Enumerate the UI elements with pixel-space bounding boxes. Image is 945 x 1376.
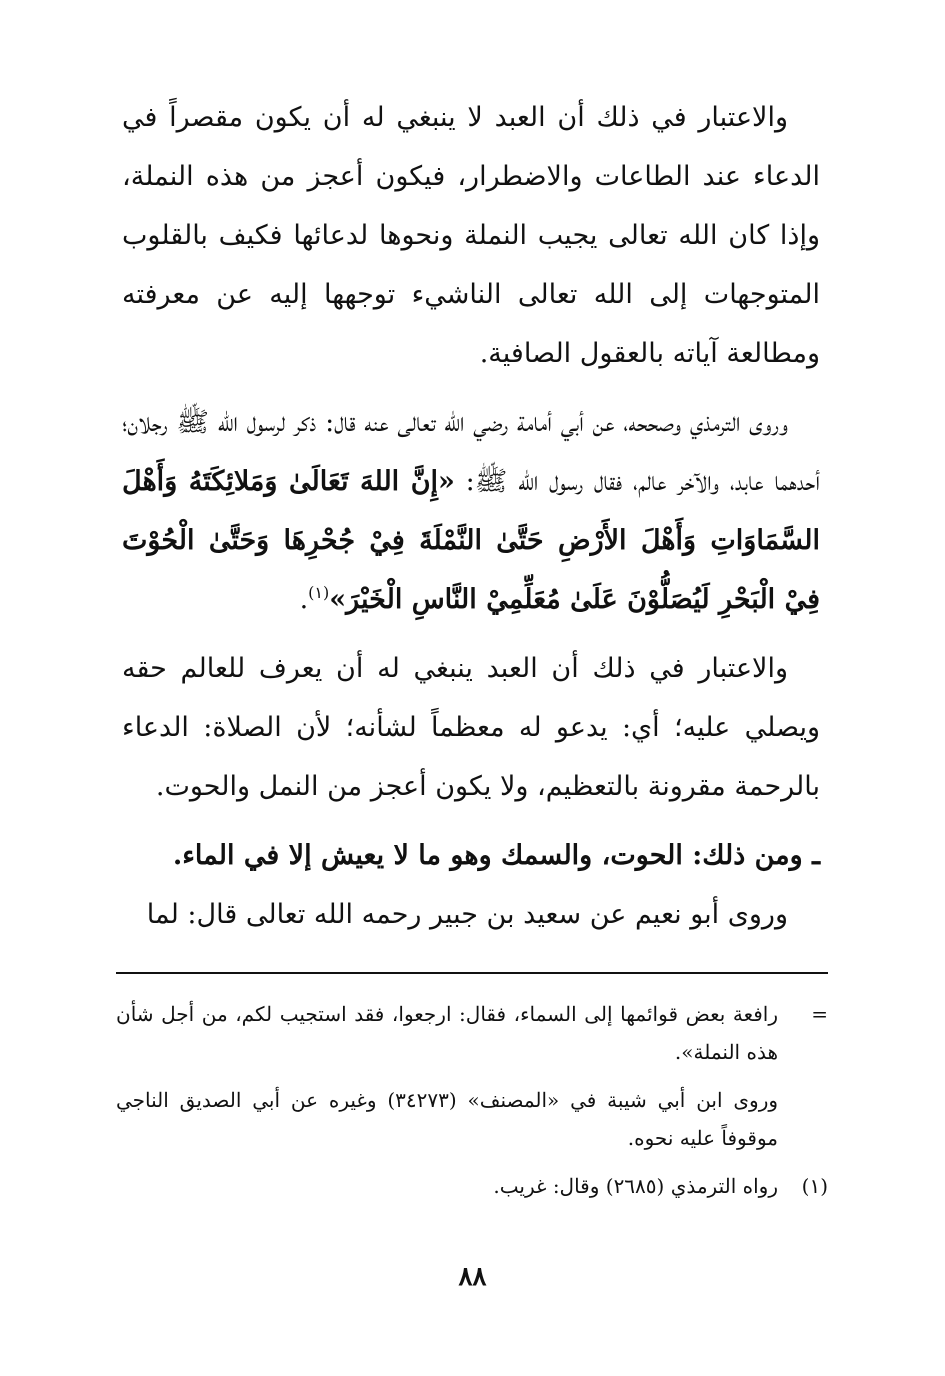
footnote-1 (116, 1167, 828, 1205)
paragraph-2-intro: وروى الترمذي وصححه، عن أبي أمامة رضي الله تعالى عنه قال: ذكر لرسول الله ﷺ رجلان؛ أحدهما عابد، والآخر عالم، فقال رسول الله ﷺ: (122, 407, 820, 497)
paragraph-4: وروى أبو نعيم عن سعيد بن جبير رحمه الله تعالى قال: لما (146, 899, 788, 930)
footnote-continuation-2 (116, 1081, 828, 1157)
page-number: ٨٨ (458, 1262, 487, 1292)
hadith-quote: «إِنَّ اللهَ تَعَالَىٰ وَمَلائِكَتَهُ وَأَهْلَ السَّمَاوَاتِ وَأَهْلَ الأَرْضِ حَتَّىٰ النَّمْلَةَ فِيْ جُحْرِهَا وَحَتَّىٰ الْحُوْتَ فِيْ الْبَحْرِ لَيُصَلُّوْنَ عَلَىٰ مُعَلِّمِيْ النَّاسِ الْخَيْرَ» (122, 466, 820, 615)
footnote-1-marker: (١) (801, 1174, 828, 1198)
footnote-continuation (116, 995, 828, 1071)
footnote-continuation-marker: = (811, 1002, 828, 1026)
paragraph-3: والاعتبار في ذلك أن العبد ينبغي له أن يعرف للعالم حقه ويصلي عليه؛ أي: يدعو له معظماً لشأنه؛ لأن الصلاة: الدعاء بالرحمة مقرونة بالتعظيم، ولا يكون أعجز من النمل والحوت. (122, 653, 820, 802)
paragraph-1: والاعتبار في ذلك أن العبد لا ينبغي له أن يكون مقصراً في الدعاء عند الطاعات والاضطرار، فيكون أعجز من هذه النملة، وإذا كان الله تعالى يجيب النملة ونحوها لدعائها فكيف بالقلوب المتوجهات إلى الله تعالى الناشيء توجهها إليه عن معرفته ومطالعة آياته بالعقول الصافية. (122, 102, 820, 369)
footnotes (116, 995, 828, 1215)
paragraph-2-end: . (299, 584, 309, 615)
footnote-ref-1[interactable]: (١) (308, 583, 330, 602)
footnote-1-text: رواه الترمذي (٢٦٨٥) وقال: غريب. (493, 1174, 778, 1198)
main-text (122, 88, 820, 944)
footnote-continuation-text: رافعة بعض قوائمها إلى السماء، فقال: ارجعوا، فقد استجيب لكم، من أجل شأن هذه النملة». (116, 1002, 778, 1064)
footnote-divider (116, 972, 828, 974)
footnote-continuation-text-2: وروى ابن أبي شيبة في «المصنف» (٣٤٢٧٣) وغيره عن أبي الصديق الناجي موقوفاً عليه نحوه. (116, 1088, 779, 1150)
bullet-heading: ـ ومن ذلك: الحوت، والسمك وهو ما لا يعيش إلا في الماء. (172, 840, 820, 871)
paragraph-2 (122, 393, 820, 629)
